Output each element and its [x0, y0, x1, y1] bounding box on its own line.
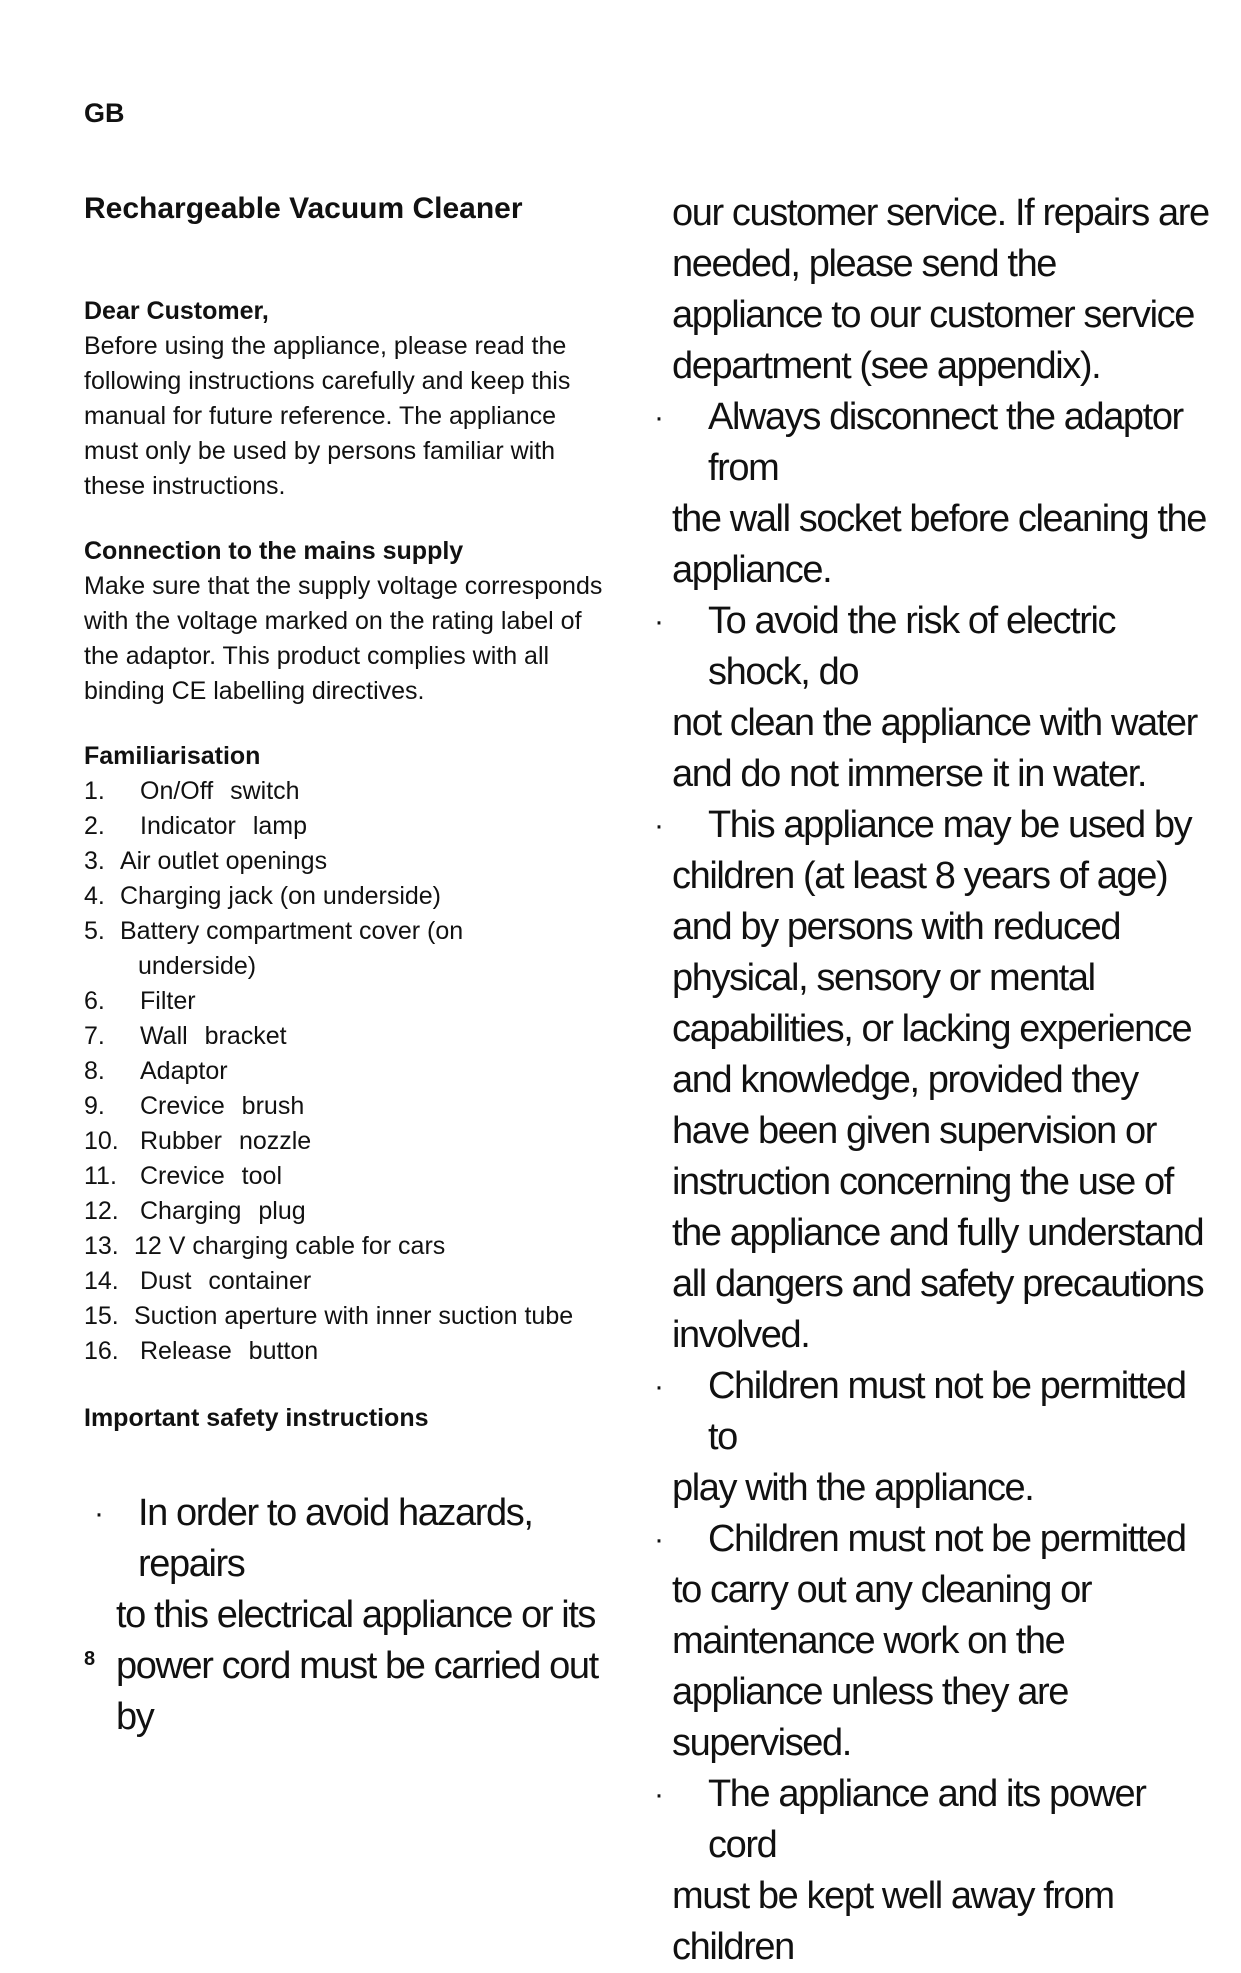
intro-heading: Dear Customer,: [84, 297, 269, 325]
list-item: [84, 1229, 604, 1264]
list-item: [84, 1299, 604, 1334]
list-item: [654, 392, 1212, 596]
item-number: 2.: [84, 812, 105, 840]
item-label: Suction aperture with inner suction tube: [134, 1302, 574, 1330]
familiarisation-heading: Familiarisation: [84, 742, 261, 770]
item-number: 11.: [84, 1162, 117, 1190]
item-number: 4.: [84, 882, 105, 910]
list-item: [84, 1488, 604, 1743]
list-item: [654, 1514, 1212, 1769]
item-number: 13.: [84, 1232, 119, 1260]
safety-heading: Important safety instructions: [84, 1404, 429, 1432]
bullet-glyph: ·: [654, 1523, 663, 1556]
bullet-glyph: ·: [94, 1497, 103, 1530]
item-number: 3.: [84, 847, 105, 875]
list-item: [84, 1019, 604, 1054]
list-item: [84, 914, 604, 984]
bullet-glyph: ·: [654, 809, 663, 842]
item-label: Dust container: [140, 1267, 312, 1295]
item-number: 12.: [84, 1197, 119, 1225]
bullet-first-line: Children must not be permitted to: [708, 1365, 1186, 1458]
bullet-first-line: Children must not be permitted: [708, 1518, 1186, 1560]
list-item: [84, 1089, 604, 1124]
list-item: [84, 1054, 604, 1089]
item-number: 16.: [84, 1337, 119, 1365]
item-label: Air outlet openings: [120, 847, 328, 875]
item-label: On/Off switch: [140, 777, 300, 805]
item-number: 5.: [84, 917, 105, 945]
list-item: [84, 1159, 604, 1194]
item-label: Release button: [140, 1337, 319, 1365]
list-item: [84, 984, 604, 1019]
list-item: [654, 1361, 1212, 1514]
intro-body: Before using the appliance, please read the following instructions carefully and keep this manual for future reference. The appliance must only be used by persons familiar with these instructions.: [84, 332, 571, 500]
item-label-continuation: underside): [138, 952, 257, 980]
item-label: Wall bracket: [140, 1022, 287, 1050]
item-label: Charging plug: [140, 1197, 306, 1225]
item-number: 1.: [84, 777, 105, 805]
mains-body: Make sure that the supply voltage corresponds with the voltage marked on the rating label of the adaptor. This product complies with all binding CE labelling directives.: [84, 572, 603, 705]
bullet-first-line: In order to avoid hazards, repairs: [138, 1492, 533, 1585]
bullet-glyph: ·: [654, 401, 663, 434]
parts-list: [84, 774, 604, 1369]
list-item: [84, 809, 604, 844]
list-item: [84, 844, 604, 879]
item-label: Filter: [140, 987, 196, 1015]
bullet-first-line: To avoid the risk of electric shock, do: [708, 600, 1116, 693]
item-number: 8.: [84, 1057, 105, 1085]
item-label: 12 V charging cable for cars: [134, 1232, 446, 1260]
bullet-rest: not clean the appliance with water and do not immerse it in water.: [672, 702, 1197, 795]
list-item: [654, 1769, 1212, 1973]
bullet-rest: to carry out any cleaning or maintenance work on the appliance unless they are supervised.: [672, 1569, 1092, 1764]
list-item: [84, 774, 604, 809]
list-item: [654, 596, 1212, 800]
list-item: [84, 1334, 604, 1369]
safety-continuation: our customer service. If repairs are needed, please send the appliance to our customer service department (see appendix).: [672, 192, 1209, 387]
page-title: Rechargeable Vacuum Cleaner: [84, 192, 523, 225]
language-code: GB: [84, 98, 125, 128]
list-item: [84, 1194, 604, 1229]
bullet-rest: children (at least 8 years of age) and by persons with reduced physical, sensory or mental capabilities, or lacking experience and knowledge, provided they have been given supervision or instruction concerning the use of the appliance and fully understand all dangers and safety precautions involved.: [672, 855, 1204, 1356]
item-label: Indicator lamp: [140, 812, 308, 840]
bullet-first-line: Always disconnect the adaptor from: [708, 396, 1183, 489]
item-label: Adaptor: [140, 1057, 228, 1085]
item-number: 9.: [84, 1092, 105, 1120]
bullet-glyph: ·: [654, 1778, 663, 1811]
list-item: [84, 1124, 604, 1159]
safety-left-list: [84, 1488, 604, 1743]
item-number: 14.: [84, 1267, 119, 1295]
bullet-rest: play with the appliance.: [672, 1467, 1034, 1509]
bullet-rest: to this electrical appliance or its power cord must be carried out by: [116, 1594, 598, 1738]
item-number: 10.: [84, 1127, 119, 1155]
bullet-glyph: ·: [654, 605, 663, 638]
item-label: Crevice brush: [140, 1092, 305, 1120]
list-item: [84, 879, 604, 914]
bullet-rest: must be kept well away from children: [672, 1875, 1114, 1968]
page-number: 8: [84, 1648, 96, 1670]
bullet-glyph: ·: [654, 1370, 663, 1403]
list-item: [84, 1264, 604, 1299]
item-number: 6.: [84, 987, 105, 1015]
bullet-rest: the wall socket before cleaning the appliance.: [672, 498, 1207, 591]
item-label: Rubber nozzle: [140, 1127, 312, 1155]
bullet-first-line: This appliance may be used by: [708, 804, 1192, 846]
mains-heading: Connection to the mains supply: [84, 537, 464, 565]
item-number: 15.: [84, 1302, 119, 1330]
item-label: Battery compartment cover (on: [120, 917, 464, 945]
item-label: Crevice tool: [140, 1162, 282, 1190]
left-column: [84, 294, 604, 1436]
item-label: Charging jack (on underside): [120, 882, 442, 910]
item-number: 7.: [84, 1022, 105, 1050]
right-column: [654, 188, 1212, 1973]
list-item: [654, 800, 1212, 1361]
bullet-first-line: The appliance and its power cord: [708, 1773, 1146, 1866]
